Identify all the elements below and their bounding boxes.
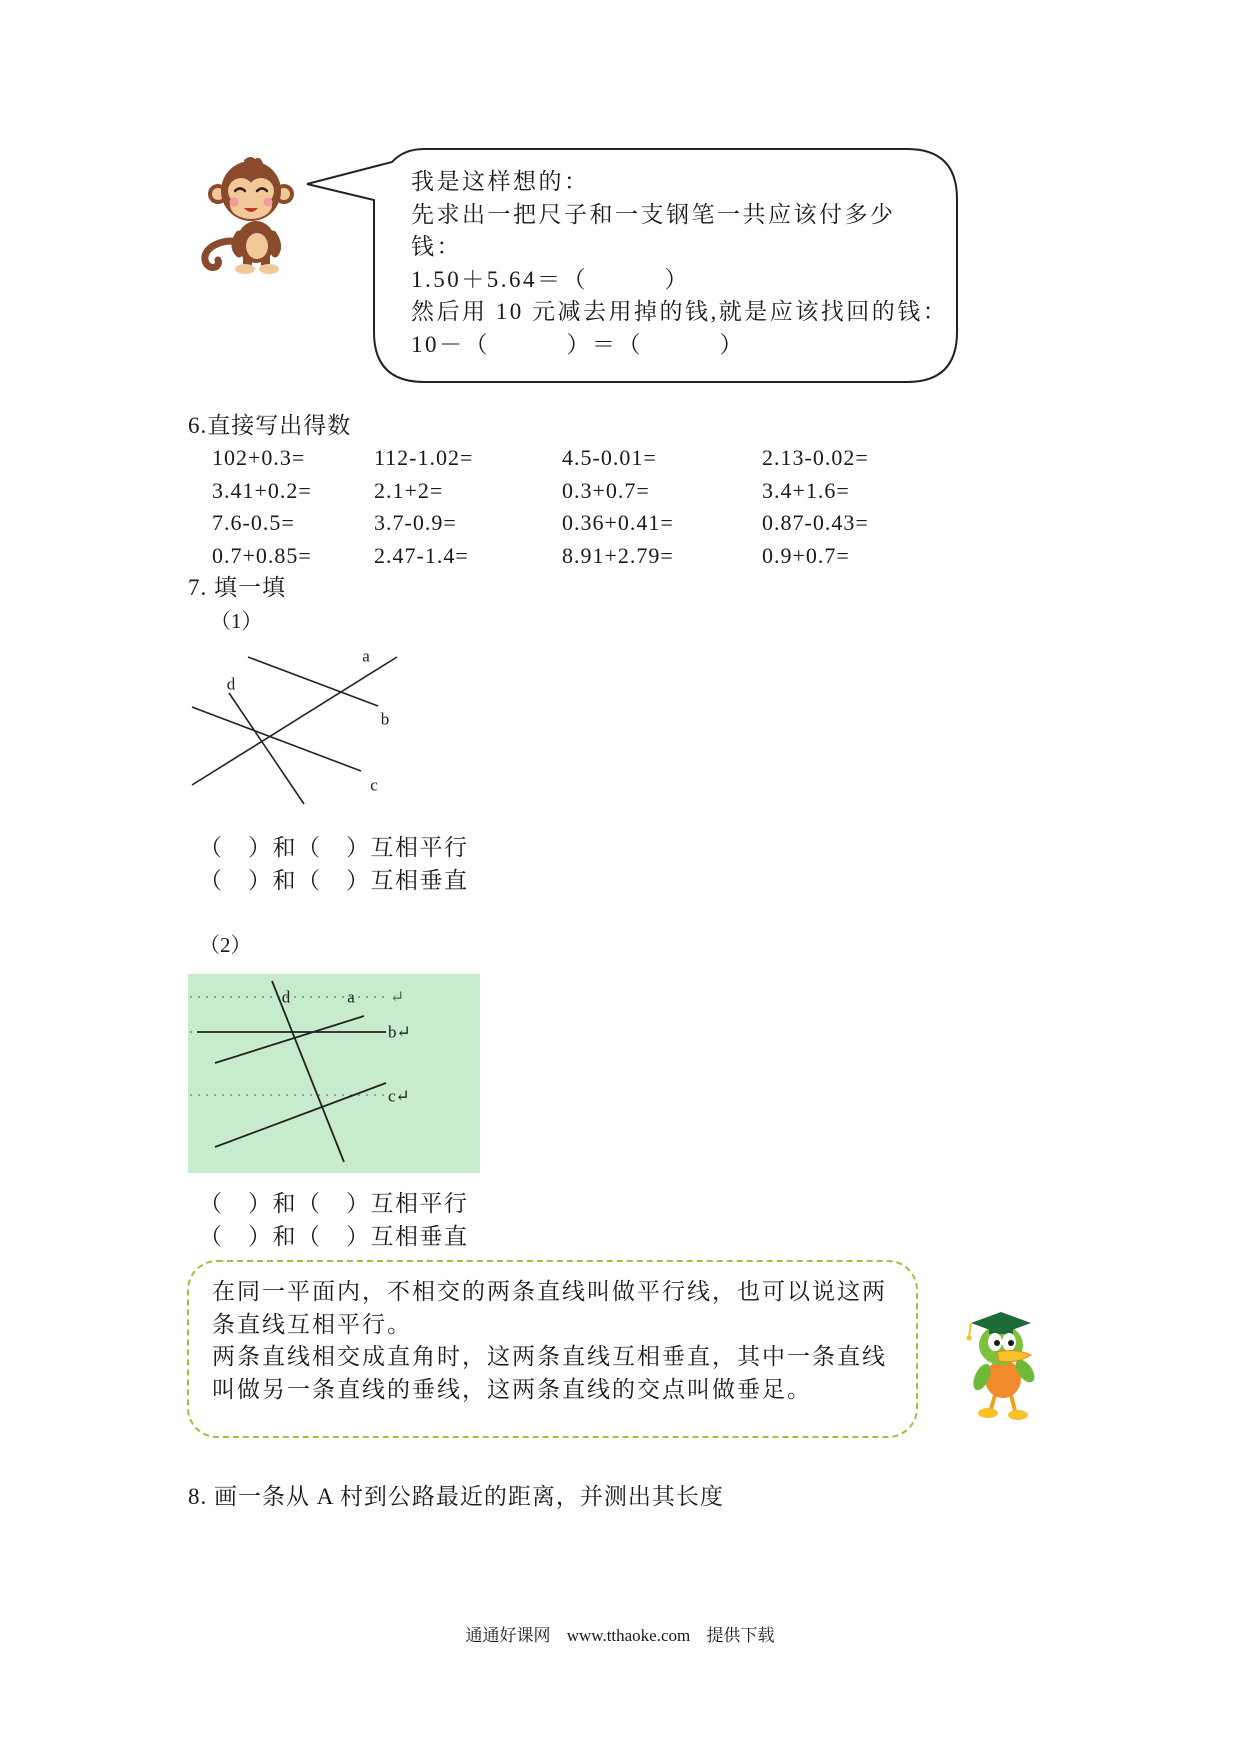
answer-perpendicular: （ ）和（ ）互相垂直	[199, 867, 469, 893]
part2-label: （2）	[199, 933, 252, 957]
monkey-belly	[246, 233, 268, 259]
section7-title: 7. 填一填	[188, 575, 286, 600]
footer-suffix: 提供下载	[706, 1626, 775, 1645]
bubble-line: 先求出一把尺子和一支钢笔一共应该付多少	[411, 201, 896, 227]
calc-item: 0.36+0.41=	[562, 510, 674, 535]
calc-item: 3.41+0.2=	[212, 477, 312, 503]
label-b: b	[380, 709, 390, 729]
parrot-shirt	[985, 1360, 1021, 1398]
cap-tassel	[969, 1323, 971, 1337]
label-b: b↵	[388, 1022, 411, 1042]
monkey-foot-right	[259, 264, 279, 274]
monkey-arm-left	[235, 234, 239, 254]
monkey-cheek-right	[264, 198, 273, 207]
calc-item: 0.87-0.43=	[762, 510, 869, 535]
parrot-leg-right	[1011, 1395, 1015, 1411]
calc-item: 4.5-0.01=	[562, 445, 657, 470]
label-c: c	[370, 775, 378, 795]
definition-line: 两条直线相交成直角时，这两条直线互相垂直，其中一条直线	[212, 1344, 887, 1370]
calc-item: 2.1+2=	[374, 477, 444, 503]
section6-title: 6.直接写出得数	[188, 413, 352, 438]
monkey-foot-left	[235, 264, 255, 274]
calc-item: 0.9+0.7=	[762, 542, 850, 568]
definition-line: 在同一平面内，不相交的两条直线叫做平行线，也可以说这两	[212, 1279, 887, 1304]
figure2-panel	[188, 974, 480, 1173]
bubble-line: 然后用 10 元减去用掉的钱,就是应该找回的钱：	[411, 299, 949, 324]
bubble-line: 1.50＋5.64＝（ ）	[411, 266, 690, 292]
label-a: a	[347, 987, 355, 1007]
calc-grid	[212, 442, 962, 572]
answer-perpendicular: （ ）和（ ）互相垂直	[199, 1223, 469, 1249]
definition-line: 条直线互相平行。	[212, 1311, 412, 1337]
line-c	[215, 1083, 386, 1147]
bubble-line: 10－（ ）＝（ ）	[411, 331, 745, 357]
parrot-foot-left	[978, 1408, 998, 1418]
monkey-icon	[195, 156, 299, 276]
definition-line: 叫做另一条直线的垂线，这两条直线的交点叫做垂足。	[212, 1377, 812, 1403]
line-d	[272, 981, 344, 1162]
line-a	[192, 657, 397, 785]
part1-answers	[199, 832, 469, 897]
calc-item: 0.7+0.85=	[212, 542, 312, 568]
calc-item: 112-1.02=	[374, 445, 474, 470]
calc-item: 0.3+0.7=	[562, 477, 650, 503]
answer-parallel: （ ）和（ ）互相平行	[199, 835, 469, 860]
label-d: d	[281, 987, 291, 1007]
line-d	[229, 693, 304, 804]
bubble-line: 我是这样想的：	[411, 169, 590, 194]
parrot-icon	[955, 1307, 1041, 1421]
calc-item: 7.6-0.5=	[212, 510, 295, 535]
figure2-lines	[188, 974, 480, 1173]
calc-item: 3.4+1.6=	[762, 477, 850, 503]
bubble-line: 钱：	[411, 234, 462, 259]
label-a: a	[362, 646, 370, 666]
footer	[0, 1624, 1240, 1648]
calc-item: 102+0.3=	[212, 445, 306, 470]
monkey-cheek-left	[230, 198, 239, 207]
line-c	[192, 707, 361, 771]
bubble-text	[411, 166, 948, 361]
parrot-leg-left	[991, 1395, 995, 1409]
figure1-lines	[185, 645, 415, 810]
calc-item: 2.13-0.02=	[762, 445, 869, 470]
return-mark: ↵	[390, 987, 405, 1007]
part2-answers	[199, 1188, 469, 1253]
label-c: c↵	[388, 1086, 410, 1106]
answer-parallel: （ ）和（ ）互相平行	[199, 1191, 469, 1216]
calc-item: 8.91+2.79=	[562, 542, 674, 568]
section8-title: 8. 画一条从 A 村到公路最近的距离，并测出其长度	[188, 1484, 724, 1509]
parrot-foot-right	[1008, 1410, 1028, 1420]
footer-site-name: 通通好课网	[465, 1626, 551, 1645]
part1-label: （1）	[210, 609, 263, 633]
definition-text	[212, 1276, 887, 1407]
calc-item: 3.7-0.9=	[374, 510, 457, 535]
parrot-beak	[997, 1351, 1031, 1362]
footer-url: www.tthaoke.com	[566, 1626, 691, 1645]
label-d: d	[226, 674, 236, 694]
calc-item: 2.47-1.4=	[374, 542, 469, 568]
